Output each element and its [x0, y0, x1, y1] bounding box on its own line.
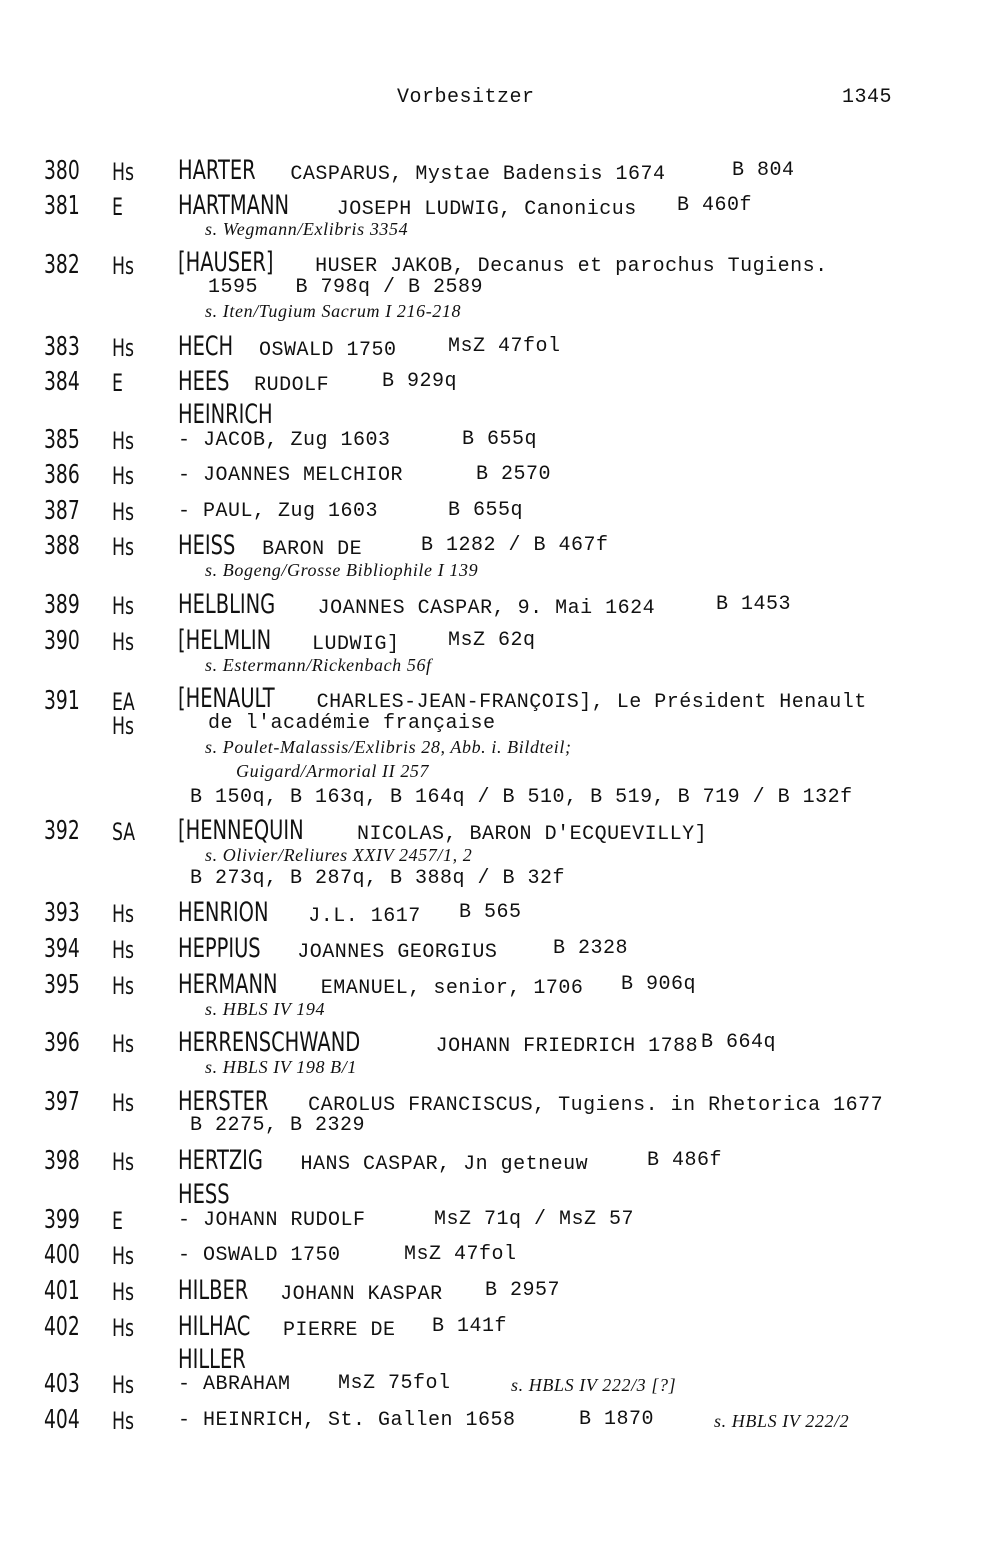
entry-number: 396	[44, 1028, 80, 1058]
entry-text: JOSEPH LUDWIG, Canonicus	[324, 198, 637, 221]
entry-shelfmark: MsZ 71q / MsZ 57	[434, 1208, 635, 1231]
entry-number: 401	[44, 1276, 80, 1306]
entry-name: HEPPIUS	[178, 933, 261, 964]
entry-text: CASPARUS, Mystae Badensis 1674	[277, 163, 666, 186]
entry-type: E	[112, 193, 123, 221]
entry-reference: s. HBLS IV 222/3 [?]	[511, 1375, 677, 1395]
entry-name: HERMANN	[178, 969, 278, 1000]
entry-text: - JOANNES MELCHIOR	[178, 464, 404, 487]
entry-type: Hs	[112, 533, 135, 561]
entry-shelfmark: B 1282 / B 467f	[421, 534, 609, 557]
entry-type: Hs	[112, 900, 135, 928]
entry-shelfmark: MsZ 62q	[448, 629, 536, 652]
entry-number: 387	[44, 496, 80, 526]
entry-text: PIERRE DE	[270, 1319, 396, 1342]
group-headword: HEINRICH	[178, 399, 273, 430]
running-title: Vorbesitzer	[397, 86, 535, 109]
entry-type: Hs	[112, 1030, 135, 1058]
entry-shelfmark: B 655q	[462, 428, 538, 451]
entry-shelfmark: B 1870	[579, 1408, 655, 1431]
entry-type: Hs	[112, 592, 135, 620]
entry-number: 384	[44, 367, 80, 397]
entry-reference: s. Poulet-Malassis/Exlibris 28, Abb. i. Bildteil;	[205, 737, 572, 757]
entry-name: [HENAULT	[178, 683, 275, 714]
entry-type: E	[112, 1207, 123, 1235]
entry-shelfmark: MsZ 47fol	[404, 1243, 517, 1266]
entry-text: CAROLUS FRANCISCUS, Tugiens. in Rhetorica 1677	[295, 1094, 884, 1117]
entry-name: HENRION	[178, 897, 269, 928]
entry-reference-continued: Guigard/Armorial II 257	[236, 761, 430, 781]
entry-shelfmark: B 150q, B 163q, B 164q / B 510, B 519, B 719 / B 132f	[190, 786, 853, 809]
entry-type: Hs	[112, 1278, 135, 1306]
entry-number: 399	[44, 1205, 80, 1235]
entry-name: HARTER	[178, 155, 256, 186]
group-headword: HESS	[178, 1179, 230, 1210]
entry-reference: s. Wegmann/Exlibris 3354	[205, 219, 409, 239]
entry-number: 381	[44, 191, 80, 221]
entry-type: Hs	[112, 1148, 135, 1176]
group-headword: HILLER	[178, 1344, 246, 1375]
entry-number: 383	[44, 332, 80, 362]
entry-text: NICOLAS, BARON D'ECQUEVILLY]	[344, 823, 708, 846]
entry-shelfmark: B 273q, B 287q, B 388q / B 32f	[190, 867, 566, 890]
entry-text: HUSER JAKOB, Decanus et parochus Tugiens.	[302, 255, 828, 278]
entry-name: HERSTER	[178, 1086, 269, 1117]
entry-type: Hs	[112, 936, 135, 964]
entry-type: Hs	[112, 628, 135, 656]
entry-name: HEES	[178, 366, 230, 397]
entry-number: 390	[44, 626, 80, 656]
entry-text: - OSWALD 1750	[178, 1244, 341, 1267]
entry-type: Hs	[112, 1407, 135, 1435]
entry-number: 380	[44, 156, 80, 186]
entry-text: BARON DE	[249, 538, 363, 561]
entry-number: 391	[44, 686, 80, 716]
entry-shelfmark: B 2957	[485, 1279, 561, 1302]
entry-type: Hs	[112, 1242, 135, 1270]
entry-name: [HAUSER]	[178, 247, 274, 278]
entry-type: SA	[112, 818, 136, 846]
entry-reference: s. HBLS IV 222/2	[714, 1411, 850, 1431]
entry-number: 400	[44, 1240, 80, 1270]
entry-shelfmark: B 141f	[432, 1315, 508, 1338]
entry-name: HARTMANN	[178, 190, 290, 221]
entry-number: 403	[44, 1369, 80, 1399]
entry-text: EMANUEL, senior, 1706	[308, 977, 584, 1000]
entry-shelfmark: B 2570	[476, 463, 552, 486]
entry-type: Hs	[112, 498, 135, 526]
entry-type: Hs	[112, 158, 135, 186]
entry-text: HANS CASPAR, Jn getneuw	[288, 1153, 589, 1176]
entry-number: 402	[44, 1312, 80, 1342]
entry-name: [HENNEQUIN	[178, 815, 304, 846]
entry-shelfmark: B 906q	[621, 973, 697, 996]
entry-number: 397	[44, 1087, 80, 1117]
entry-text: RUDOLF	[241, 374, 330, 397]
entry-shelfmark: B 486f	[647, 1149, 723, 1172]
entry-reference: s. HBLS IV 198 B/1	[205, 1057, 357, 1077]
entry-text: - JOHANN RUDOLF	[178, 1209, 366, 1232]
entry-text: J.L. 1617	[295, 905, 421, 928]
entry-name: HERTZIG	[178, 1145, 263, 1176]
page-number: 1345	[842, 86, 893, 109]
entry-text: - PAUL, Zug 1603	[178, 500, 379, 523]
entry-text-continued: de l'académie française	[208, 712, 496, 735]
entry-type: Hs	[112, 1089, 135, 1117]
entry-text: - ABRAHAM	[178, 1373, 291, 1396]
entry-name: HERRENSCHWAND	[178, 1027, 361, 1058]
entry-reference: s. Estermann/Rickenbach 56f	[205, 655, 432, 675]
entry-name: HILBER	[178, 1275, 249, 1306]
entry-number: 395	[44, 970, 80, 1000]
entry-shelfmark: B 565	[459, 901, 522, 924]
entry-shelfmark: B 655q	[448, 499, 524, 522]
entry-shelfmark: B 2275, B 2329	[190, 1114, 366, 1137]
entry-type: Hs	[112, 1371, 135, 1399]
entry-number: 385	[44, 425, 80, 455]
entry-shelfmark: MsZ 47fol	[448, 335, 561, 358]
entry-number: 394	[44, 934, 80, 964]
entry-type: Hs	[112, 252, 135, 280]
entry-shelfmark: B 804	[732, 159, 795, 182]
entry-reference: s. Olivier/Reliures XXIV 2457/1, 2	[205, 845, 473, 865]
entry-text: - HEINRICH, St. Gallen 1658	[178, 1409, 516, 1432]
entry-shelfmark: B 460f	[677, 194, 753, 217]
entry-type: Hs	[112, 972, 135, 1000]
entry-name: HECH	[178, 331, 234, 362]
entry-text: JOANNES CASPAR, 9. Mai 1624	[305, 597, 656, 620]
entry-name: HILHAC	[178, 1311, 251, 1342]
entry-text: - JACOB, Zug 1603	[178, 429, 391, 452]
entry-number: 404	[44, 1405, 80, 1435]
page-header	[0, 86, 1000, 112]
entry-type: Hs	[112, 1314, 135, 1342]
entry-number: 398	[44, 1146, 80, 1176]
entry-type: Hs	[112, 427, 135, 455]
entry-type: E	[112, 369, 123, 397]
entry-name: [HELMLIN	[178, 625, 272, 656]
entry-name: HELBLING	[178, 589, 276, 620]
entry-text: JOHANN KASPAR	[267, 1283, 443, 1306]
entry-number: 382	[44, 250, 80, 280]
entry-shelfmark: 1595 B 798q / B 2589	[208, 276, 484, 299]
entry-shelfmark: B 929q	[382, 370, 458, 393]
entry-reference: s. Bogeng/Grosse Bibliophile I 139	[205, 560, 479, 580]
entry-reference: s. Iten/Tugium Sacrum I 216-218	[205, 301, 462, 321]
entry-number: 392	[44, 816, 80, 846]
entry-type: EA Hs	[112, 688, 135, 740]
entry-type: Hs	[112, 462, 135, 490]
entry-shelfmark: B 2328	[553, 937, 629, 960]
entry-number: 389	[44, 590, 80, 620]
entry-number: 388	[44, 531, 80, 561]
entry-type: Hs	[112, 334, 135, 362]
entry-reference: s. HBLS IV 194	[205, 999, 326, 1019]
entry-text: OSWALD 1750	[246, 339, 397, 362]
entry-shelfmark: B 1453	[716, 593, 792, 616]
entry-number: 393	[44, 898, 80, 928]
entry-text: JOHANN FRIEDRICH 1788	[423, 1035, 699, 1058]
entry-shelfmark: B 664q	[701, 1031, 777, 1054]
entry-number: 386	[44, 460, 80, 490]
entry-text: JOANNES GEORGIUS	[284, 941, 498, 964]
entry-text: CHARLES-JEAN-FRANÇOIS], Le Président Henault	[304, 691, 867, 714]
entry-text: LUDWIG]	[299, 633, 400, 656]
entry-shelfmark: MsZ 75fol	[338, 1372, 451, 1395]
entry-name: HEISS	[178, 530, 236, 561]
